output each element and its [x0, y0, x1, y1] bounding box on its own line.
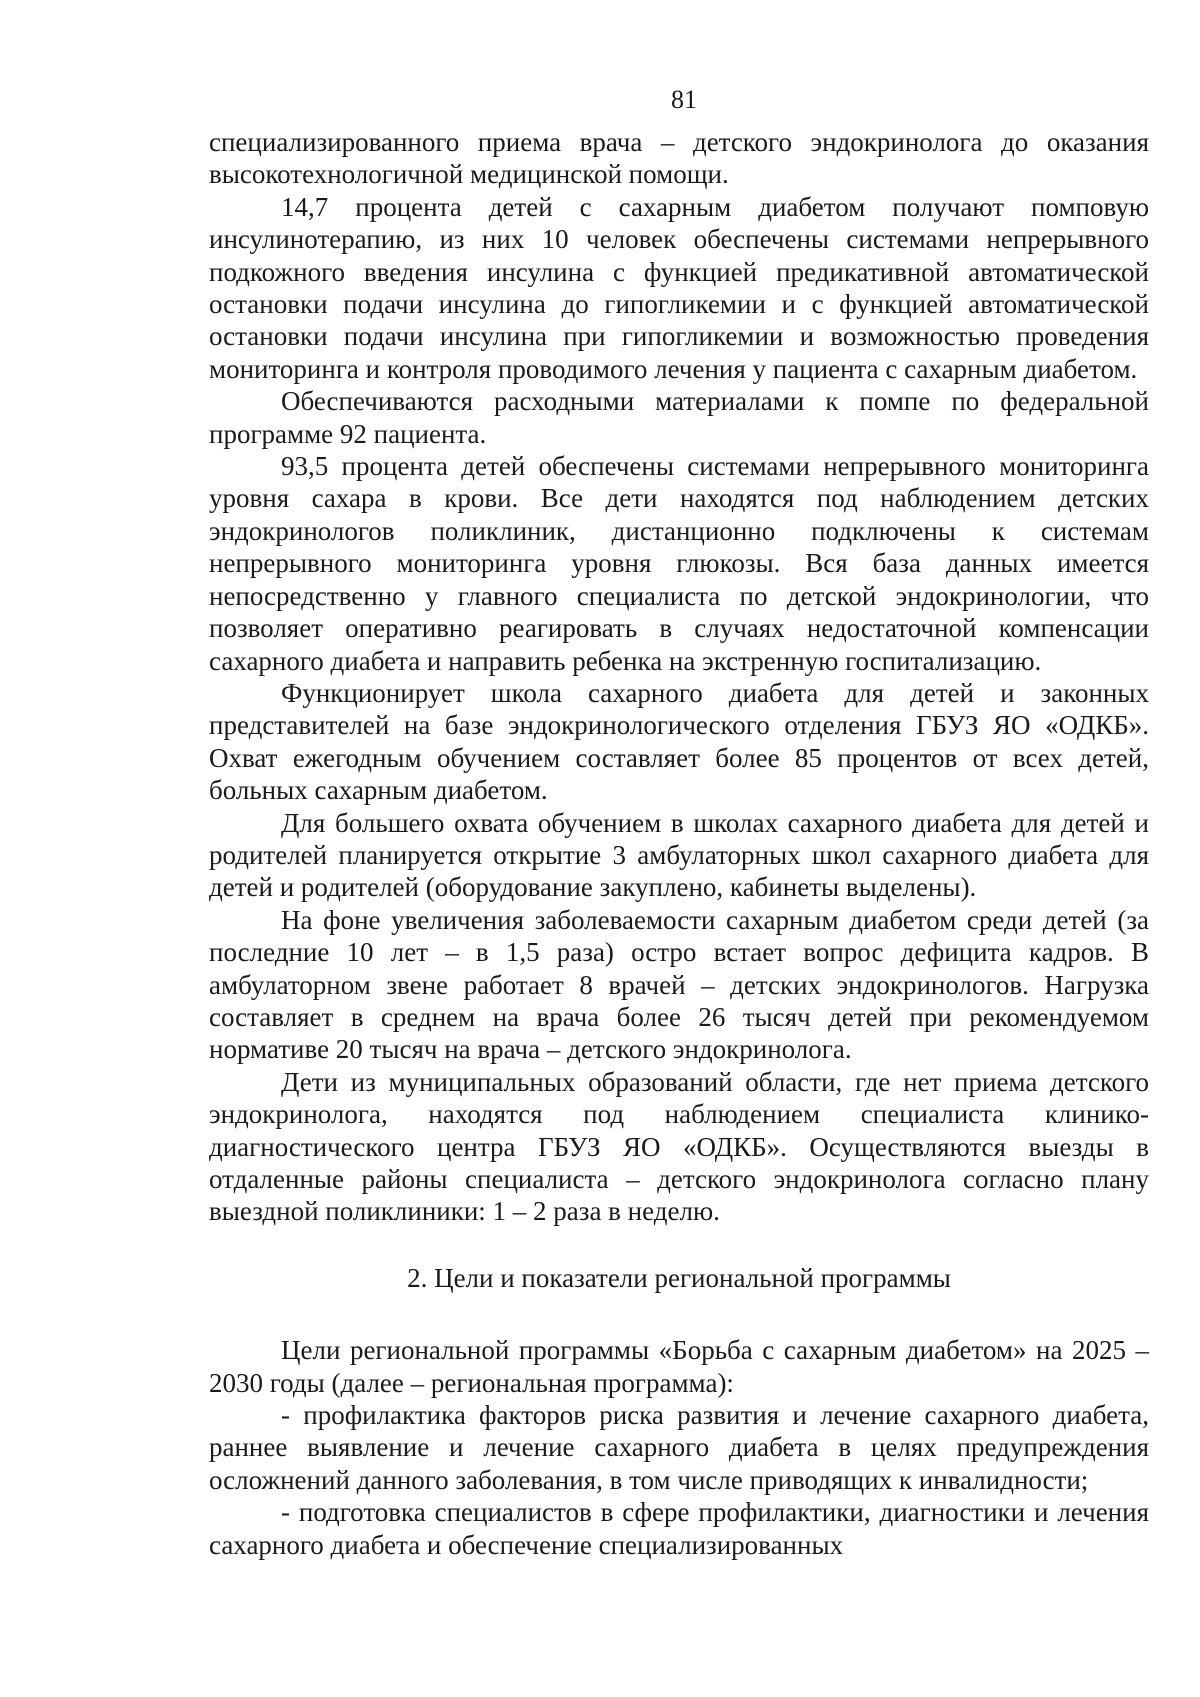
paragraph-outpatient-schools: Для большего охвата обучением в школах сахарного диабета для детей и родителей планируется открытие 3 амбулаторных школ сахарного диабета для детей и родителей (оборудование закуплено, кабинеты выделены). — [209, 807, 1149, 903]
paragraph-continuation: специализированного приема врача – детского эндокринолога до оказания высокотехнологичной медицинской помощи. — [209, 127, 1149, 190]
paragraph-monitoring: 93,5 процента детей обеспечены системами непрерывного мониторинга уровня сахара в крови. Все дети находятся под наблюдением детских эндокринологов поликлиник, дистанционно подключены к системам непрерывного мониторинга уровня глюкозы. Вся база данных имеется непосредственно у главного специалиста по детской эндокринологии, что позволяет оперативно реагировать в случаях недостаточной компенсации сахарного диабета и направить ребенка на экстренную госпитализацию. — [209, 451, 1149, 676]
paragraph-municipal-visits: Дети из муниципальных образований области, где нет приема детского эндокринолога, находятся под наблюдением специалиста клинико-диагностического центра ГБУЗ ЯО «ОДКБ». Осуществляются выезды в отдаленные районы специалиста – детского эндокринолога согласно плану выездной поликлиники: 1 – 2 раза в неделю. — [209, 1066, 1149, 1227]
page-number: 81 — [671, 85, 697, 114]
section-heading: 2. Цели и показатели региональной программы — [407, 1262, 951, 1293]
page-content — [209, 126, 1149, 1561]
paragraph-goal-prevention: - профилактика факторов риска развития и лечение сахарного диабета, раннее выявление и лечение сахарного диабета в целях предупреждения осложнений данного заболевания, в том числе приводящих к инвалидности; — [209, 1400, 1149, 1495]
paragraph-supplies: Обеспечиваются расходными материалами к помпе по федеральной программе 92 пациента. — [209, 386, 1149, 449]
paragraph-diabetes-school: Функционирует школа сахарного диабета для детей и законных представителей на базе эндокринологического отделения ГБУЗ ЯО «ОДКБ». Охват ежегодным обучением составляет более 85 процентов от всех детей, больных сахарным диабетом. — [209, 677, 1149, 806]
paragraph-program-goals: Цели региональной программы «Борьба с сахарным диабетом» на 2025 – 2030 годы (далее – региональная программа): — [209, 1335, 1149, 1398]
paragraph-staff-shortage: На фоне увеличения заболеваемости сахарным диабетом среди детей (за последние 10 лет – в 1,5 раза) остро встает вопрос дефицита кадров. В амбулаторном звене работает 8 врачей – детских эндокринологов. Нагрузка составляет в среднем на врача более 26 тысяч детей при рекомендуемом нормативе 20 тысяч на врача – детского эндокринолога. — [209, 904, 1149, 1065]
paragraph-pump-therapy: 14,7 процента детей с сахарным диабетом получают помповую инсулинотерапию, из них 10 человек обеспечены системами непрерывного подкожного введения инсулина с функцией предикативной автоматической остановки подачи инсулина до гипогликемии и с функцией автоматической остановки подачи инсулина при гипогликемии и возможностью проведения мониторинга и контроля проводимого лечения у пациента с сахарным диабетом. — [209, 191, 1149, 384]
paragraph-goal-training: - подготовка специалистов в сфере профилактики, диагностики и лечения сахарного диабета и обеспечение специализированных — [209, 1497, 1149, 1560]
